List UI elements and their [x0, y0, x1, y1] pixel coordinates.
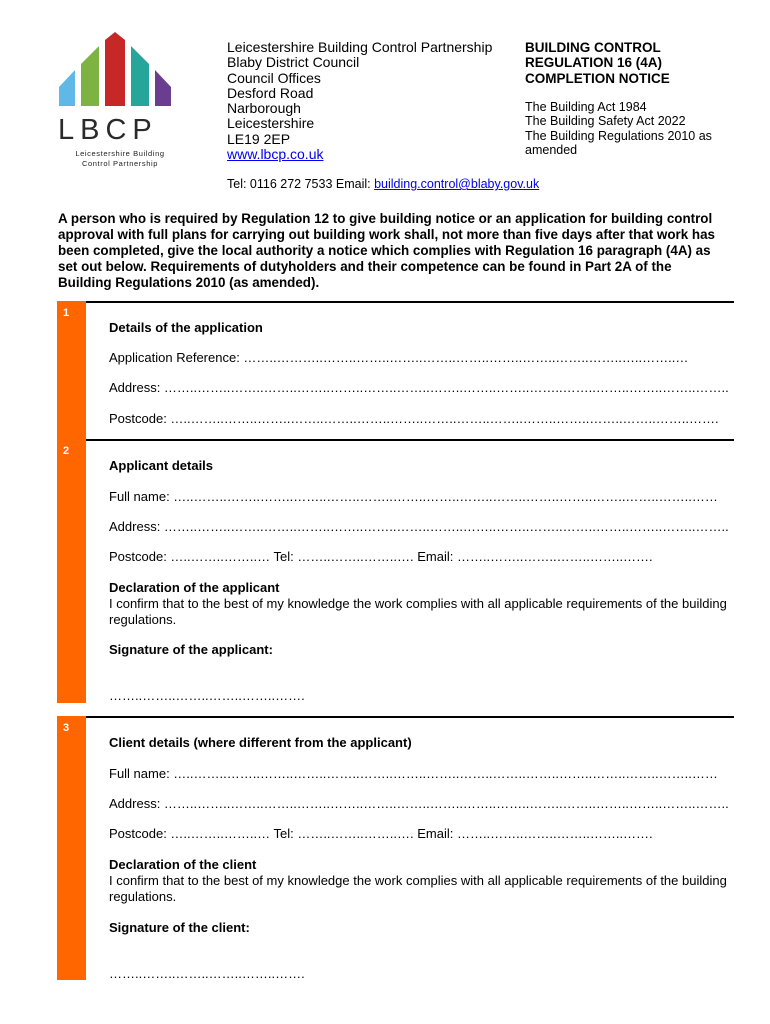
signature-label: Signature of the applicant: [109, 642, 273, 657]
email-link[interactable]: building.control@blaby.gov.uk [374, 177, 540, 191]
section-application [57, 301, 734, 441]
section-number: 2 [63, 445, 70, 457]
address-line: Narborough [227, 100, 301, 117]
signature-field[interactable]: ……..……..……..……..……..……. [109, 688, 305, 703]
legislation-item: amended [525, 143, 578, 158]
logo-wordmark: LBCP [58, 114, 158, 146]
declaration-title: Declaration of the applicant [109, 580, 280, 595]
full-name-field[interactable]: Full name: …..……..……..……..……..……..……..……..……..……..……..……..……..……..……..……..…… [109, 489, 718, 504]
application-reference-field[interactable]: Application Reference: ……..………..……..……..……..……..……..……..……..……..……..…..……..… [109, 350, 689, 365]
section-applicant [57, 439, 734, 719]
contact-line [227, 177, 539, 191]
office-address [227, 40, 512, 162]
logo-graphic [55, 32, 185, 112]
lbcp-logo [55, 32, 185, 172]
section-divider [86, 716, 734, 718]
address-line: LE19 2EP [227, 130, 291, 147]
section-title: Details of the application [109, 320, 263, 335]
postcode-tel-email-field[interactable]: Postcode: …..……..……..… Tel: ……..……..……..…. Email: ……..……..……..……..……..……. [109, 549, 653, 564]
address-field[interactable]: Address: ……..……..……..……..……..……..……..……..……..……..……..……..……..……..……..……..…….. [109, 796, 729, 811]
signature-label: Signature of the client: [109, 920, 250, 935]
section-number: 3 [63, 722, 70, 734]
address-line: Blaby District Council [227, 54, 360, 71]
section-number: 1 [63, 307, 70, 319]
logo-subtitle [56, 149, 184, 169]
address-line: Leicestershire [227, 115, 315, 132]
section-client [57, 716, 734, 984]
section-title: Applicant details [109, 458, 214, 473]
postcode-tel-email-field[interactable]: Postcode: …..……..……..… Tel: ……..……..……..…. Email: ……..……..……..……..……..……. [109, 826, 653, 841]
section-number-bar [57, 716, 86, 980]
intro-paragraph: A person who is required by Regulation 12 to give building notice or an application for building control approval with full plans for carrying out building work shall, not more than five days after that work has been completed, give the local authority a notice which complies with Regulation 16 paragraph (4A) as set out below. Requirements of dutyholders and their competence can be found in Part 2A of the Building Regulations 2010 (as amended). [58, 211, 715, 290]
section-title: Client details (where different from the applicant) [109, 735, 412, 750]
legislation-list [525, 100, 740, 158]
logo-subtitle-line: Leicestershire Building [75, 149, 165, 158]
website-link[interactable]: www.lbcp.co.uk [227, 146, 324, 163]
section-number-bar [57, 439, 86, 703]
legislation-item: The Building Act 1984 [525, 99, 647, 114]
section-divider [86, 439, 734, 441]
address-field[interactable]: Address: ……..……..……..……..……..……..……..……..……..……..……..……..……..……..……..……..…….. [109, 519, 729, 534]
notice-header [525, 40, 740, 158]
notice-title-line: REGULATION 16 (4A) [525, 55, 663, 71]
notice-title [525, 40, 740, 86]
address-line: Leicestershire Building Control Partnership [227, 39, 493, 55]
legislation-item: The Building Safety Act 2022 [525, 114, 686, 129]
declaration-text: I confirm that to the best of my knowledge the work complies with all applicable requirements of the building regulations. [109, 596, 727, 627]
full-name-field[interactable]: Full name: …..……..……..……..……..……..……..……..……..……..……..……..……..……..……..……..…… [109, 766, 718, 781]
declaration-text: I confirm that to the best of my knowledge the work complies with all applicable requirements of the building regulations. [109, 873, 727, 904]
notice-title-line: COMPLETION NOTICE [525, 70, 670, 86]
section-divider [86, 301, 734, 303]
tel-text: Tel: 0116 272 7533 Email: [227, 177, 375, 191]
section-number-bar [57, 301, 86, 439]
postcode-field[interactable]: Postcode: …..……..……..……..……..……..……..……..……..……..……..……..……..……..……..……..……. [109, 411, 719, 426]
legislation-item: The Building Regulations 2010 as [525, 128, 712, 143]
declaration-title: Declaration of the client [109, 857, 257, 872]
notice-title-line: BUILDING CONTROL [525, 40, 661, 55]
address-field[interactable]: Address: ……..……..……..……..……..……..……..……..……..……..……..……..……..……..……..……..…….. [109, 380, 729, 395]
address-line: Council Offices [227, 69, 321, 86]
logo-subtitle-line: Control Partnership [81, 159, 158, 168]
address-line: Desford Road [227, 84, 314, 101]
signature-field[interactable]: ……..……..……..……..……..……. [109, 966, 305, 981]
